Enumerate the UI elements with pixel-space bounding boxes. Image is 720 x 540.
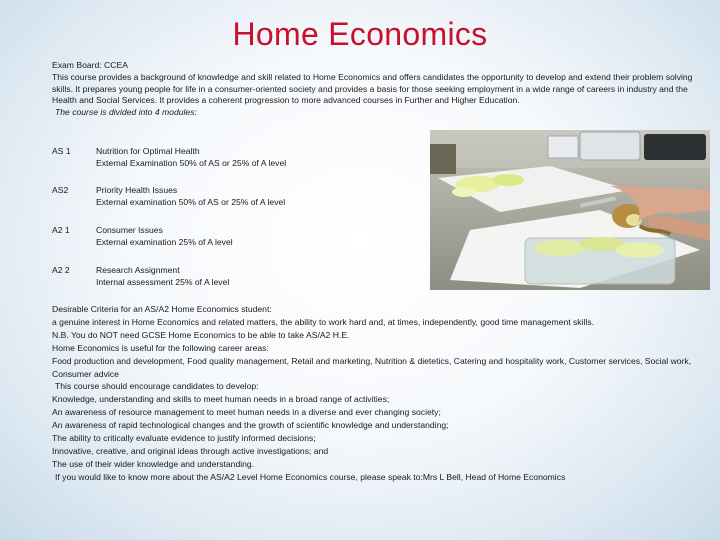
lower-section [52, 303, 708, 484]
module-assessment: External Examination 50% of AS or 25% of A level [96, 158, 287, 168]
module-as2 [52, 184, 342, 210]
careers-text: Food production and development, Food quality management, Retail and marketing, Nutrition & dietetics, Catering and hospitality work, Customer services, Social work, Consumer advice [52, 355, 692, 379]
module-as1 [52, 145, 342, 171]
contact-text: If you would like to know more about the AS/A2 Level Home Economics course, please speak to:Mrs L Bell, Head of Home Economics [55, 471, 566, 482]
cooking-photo-illustration [430, 130, 710, 290]
develop-item: The use of their wider knowledge and understanding. [52, 458, 255, 469]
page-title: Home Economics [232, 16, 488, 52]
criteria-text: a genuine interest in Home Economics and related matters, the ability to work hard and, at times, independently, good time management skills. [52, 316, 595, 327]
develop-item: An awareness of resource management to meet human needs in a diverse and ever changing society; [52, 407, 441, 418]
module-code: A2 2 [52, 265, 70, 275]
module-code: A2 1 [52, 225, 70, 235]
module-a22 [52, 264, 342, 290]
module-code: AS2 [52, 185, 69, 195]
module-a21 [52, 224, 342, 250]
nb-note: N.B. You do NOT need GCSE Home Economics to be able to take AS/A2 H.E. [52, 329, 350, 340]
module-assessment: External examination 25% of A level [96, 237, 233, 247]
develop-heading: This course should encourage candidates to develop: [55, 381, 259, 392]
course-description: This course provides a background of knowledge and skill related to Home Economics and offers candidates the opportunity to develop and extend their problem solving skills. It prepares young people for life in a consumer-oriented society and provides a basis for those seeking employment in a wide range of careers in industry and the Health and Social Services. It provides a coherent progression to more advanced courses in Further and Higher Education. [52, 71, 693, 106]
develop-item: An awareness of rapid technological changes and the growth of scientific knowledge and understanding; [52, 420, 449, 431]
criteria-heading: Desirable Criteria for an AS/A2 Home Economics student: [52, 304, 272, 314]
modules-intro: The course is divided into 4 modules: [55, 107, 197, 118]
module-assessment: Internal assessment 25% of A level [96, 277, 230, 287]
module-name: Research Assignment [96, 265, 180, 275]
develop-item: Innovative, creative, and original ideas through active investigations; and [52, 445, 329, 456]
module-code: AS 1 [52, 146, 71, 156]
intro-section [52, 60, 708, 119]
module-name: Nutrition for Optimal Health [96, 146, 200, 156]
develop-item: Knowledge, understanding and skills to meet human needs in a broad range of activities; [52, 394, 390, 405]
exam-board: Exam Board: CCEA [52, 60, 128, 70]
module-name: Priority Health Issues [96, 185, 178, 195]
careers-heading: Home Economics is useful for the following career areas: [52, 342, 269, 353]
module-assessment: External examination 50% of AS or 25% of A level [96, 197, 286, 207]
develop-item: The ability to critically evaluate evidence to justify informed decisions; [52, 433, 316, 444]
cooking-photo [430, 130, 710, 290]
module-name: Consumer Issues [96, 225, 163, 235]
